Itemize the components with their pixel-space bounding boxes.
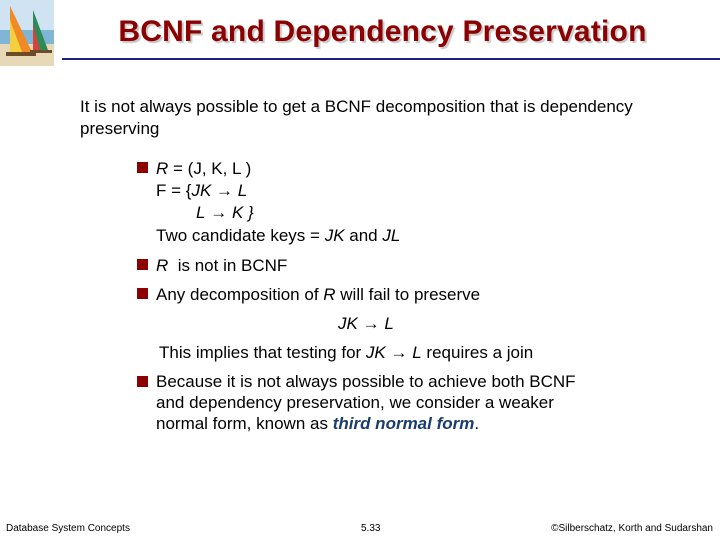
arrow-icon: → — [390, 343, 408, 362]
bullet-marker — [137, 288, 148, 299]
slide-title: BCNF and Dependency Preservation — [118, 15, 647, 48]
candidate-keys-line — [156, 225, 400, 246]
intro-text: It is not always possible to get a BCNF decomposition that is dependency preserving — [80, 97, 633, 138]
relation-name: R — [156, 256, 169, 275]
keys-and: and — [344, 226, 383, 245]
relation-name: R — [156, 159, 169, 178]
decomposition-line — [156, 284, 480, 305]
arrow-icon: → — [216, 181, 234, 200]
implies-post: requires a join — [421, 343, 534, 362]
weaker-form-period: . — [474, 414, 480, 433]
fd-lhs: JK — [338, 314, 358, 333]
fd-rhs: K } — [231, 203, 254, 222]
key-jk: JK — [324, 226, 345, 245]
third-normal-form-term: third normal form — [332, 414, 475, 433]
fd-rhs: L — [237, 181, 248, 200]
fd-lhs: JK — [365, 343, 386, 362]
bullet-marker — [137, 162, 148, 173]
fd-centered — [338, 313, 394, 334]
title-divider — [62, 58, 720, 60]
weaker-form-line-1: Because it is not always possible to achieve both BCNF — [156, 372, 576, 391]
footer-book-title: Database System Concepts — [6, 523, 130, 534]
decomposition-post: will fail to preserve — [335, 285, 481, 304]
fd-lhs: L — [196, 203, 206, 222]
relation-name: R — [323, 285, 336, 304]
bullet-marker — [137, 376, 148, 387]
schema-line — [156, 158, 251, 179]
fd-lhs: JK — [191, 181, 212, 200]
weaker-form-line-3 — [156, 413, 479, 434]
decomposition-pre: Any decomposition of — [156, 285, 324, 304]
arrow-icon: → — [362, 314, 380, 333]
not-bcnf-line — [156, 255, 287, 276]
implies-line — [159, 342, 533, 363]
schema-attributes: = (J, K, L ) — [168, 159, 252, 178]
implies-pre: This implies that testing for — [159, 343, 366, 362]
keys-label: Two candidate keys = — [156, 226, 325, 245]
weaker-form-line-2: and dependency preservation, we consider a weaker — [156, 393, 554, 412]
footer-page-number: 5.33 — [361, 523, 381, 534]
key-jl: JL — [382, 226, 401, 245]
bullet-marker — [137, 259, 148, 270]
fd-rhs: L — [384, 314, 394, 333]
weaker-form-pre: normal form, known as — [156, 414, 333, 433]
arrow-icon: → — [210, 203, 228, 222]
fd-line-2 — [196, 202, 254, 223]
fd-set-open: F = { — [156, 181, 192, 200]
not-bcnf-text: is not in BCNF — [168, 256, 288, 275]
fd-rhs: L — [412, 343, 422, 362]
footer-copyright: ©Silberschatz, Korth and Sudarshan — [551, 523, 713, 534]
fd-line-1 — [156, 180, 247, 201]
